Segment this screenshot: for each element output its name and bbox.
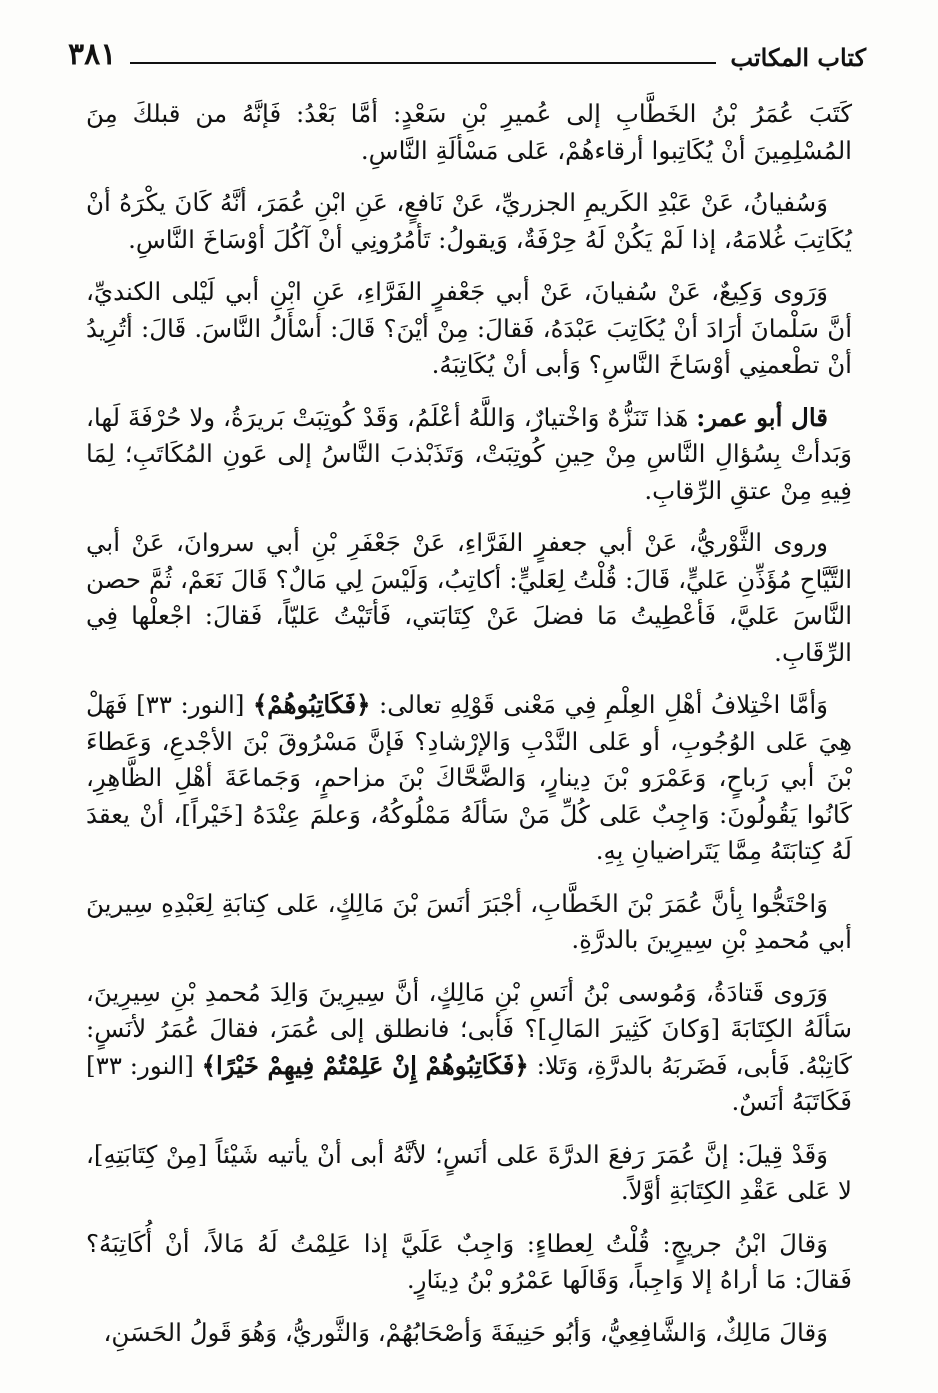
paragraph-3 [86, 274, 852, 384]
paragraph-11 [86, 1315, 852, 1352]
paragraph-text: وَأمَّا اخْتِلافُ أهْلِ العِلْمِ فِي مَعْنى قَوْلِهِ تعالى: [378, 690, 828, 719]
paragraph-4 [86, 400, 852, 510]
paragraph-text: هَذا تَنَزُّهٌ وَاخْتيارٌ، وَاللَّهُ أعْلَمُ، وَقَدْ كُوتِبَتْ بَريرَةُ، ولا حُرْفَةَ لَها، وَبَدأتْ بِسُؤالِ النَّاسِ مِنْ حِينِ كُوتِبَتْ، وَتَذَبْذبَ النَّاسُ إلى عَونِ المُكَاتَبِ؛ لِمَا فِيهِ مِنْ عتقِ الرِّقابِ. [86, 402, 852, 505]
paragraph-text: وَسُفيانُ، عَنْ عَبْدِ الكَريمِ الجزريِّ، عَنْ نَافعٍ، عَنِ ابْنِ عُمَرَ، أنَّهُ كَانَ يكْرَهُ أنْ يُكَاتِبَ غُلامَهُ، إذا لَمْ يَكُنْ لَهُ حِرْفَةٌ، وَيقولُ: تَأمُرُونِي أنْ آكُلَ أوْسَاخَ النَّاسِ. [86, 188, 852, 254]
page-number: ٣٨١ [68, 37, 117, 72]
paragraph-text: [النور: ٣٣] فَهَلْ هِيَ عَلى الوُجُوبِ، أو عَلى النَّدْبِ وَالإرْشادِ؟ فَإنَّ مَسْرُوقَ بْنَ الأجْدعِ، وَعَطاءَ بْنَ أبي رَباحٍ، وَعَمْرَو بْنَ دِينارٍ، وَالضَّحَّاكَ بْنَ مزاحمٍ، وَجَماعَةَ أهْلِ الظَّاهِرِ، كَانُوا يَقُولُونَ: وَاجِبٌ عَلى كُلِّ مَنْ سَألَهُ مَمْلُوكُهُ، وَعلمَ عِنْدَهُ [خَيْراً]، أنْ يعقدَ لَهُ كِتابَتَهُ مِمَّا يَتَراضيانِ بِهِ. [86, 690, 852, 865]
paragraph-8 [86, 975, 852, 1121]
paragraph-7 [86, 886, 852, 959]
paragraph-5 [86, 525, 852, 671]
quran-verse: ﴿فَكَاتِبُوهُمْ إِنْ عَلِمْتُمْ فِيهِمْ خَيْرًا﴾ [201, 1050, 529, 1080]
paragraph-10 [86, 1226, 852, 1299]
running-title: كتاب المكاتب [730, 43, 866, 72]
speaker-lead: قال أبو عمر: [696, 402, 829, 432]
header-rule [130, 62, 716, 64]
paragraph-text: وَقَدْ قِيلَ: إنَّ عُمَرَ رَفعَ الدرَّةَ عَلى أنَسٍ؛ لأنَّهُ أبى أنْ يأتيه شَيْئاً [مِنْ كِتَابَتِهِ]، لا عَلى عَقْدِ الكِتَابَةِ أوَّلاً. [86, 1139, 852, 1205]
paragraph-text: وَاحْتَجُّوا بِأنَّ عُمَرَ بْنَ الخَطَّابِ، أجْبَرَ أنَسَ بْنَ مَالِكٍ، عَلى كِتابَةِ لِعَبْدِهِ سِيرينَ أبي مُحمدِ بْنِ سِيرِينَ بالدرَّةِ. [86, 888, 852, 954]
page-header [68, 26, 866, 70]
paragraph-1 [86, 96, 852, 169]
paragraph-text: [النور: ٣٣] فَكَاتَبَهُ أنَسٌ. [86, 1050, 852, 1116]
body-text [86, 96, 852, 1367]
paragraph-text: كَتَبَ عُمَرُ بْنُ الخَطَّابِ إلى عُميرِ بْنِ سَعْدٍ: أمَّا بَعْدُ: فَإنَّهُ من قبلكَ مِنَ المُسْلِمِينَ أنْ يُكَاتِبوا أرقاءهُمْ، عَلى مَسْألَةِ النَّاسِ. [86, 99, 852, 165]
paragraph-6 [86, 687, 852, 870]
paragraph-text: وَقالَ مَالِكٌ، وَالشَّافِعِيُّ، وَأبُو حَنِيفَةَ وَأصْحَابُهُمْ، وَالثَّوريُّ، وَهُوَ قَولُ الحَسَنِ، [103, 1317, 828, 1347]
quran-verse: ﴿فَكَاتِبُوهُمْ﴾ [252, 690, 371, 719]
paragraph-text: وَرَوى قَتادَةُ، وَمُوسى بْنُ أنَسِ بْنِ مَالِكٍ، أنَّ سِيرِينَ وَالِدَ مُحمدِ بْنِ سِيرِينَ، سَألَهُ الكِتَابَةَ [وَكانَ كَثِيرَ المَالِ]؟ فَأبى؛ فانطلق إلى عُمَرَ، فقالَ عُمَرُ لأنَسٍ: كَاتِبْهُ. فَأبى، فَضَربَهُ بالدرَّةِ، وَتَلا: [86, 977, 852, 1080]
paragraph-2 [86, 185, 852, 258]
paragraph-text: وروى الثَّوْريُّ، عَنْ أبي جعفرٍ الفَرَّاءِ، عَنْ جَعْفَرِ بْنِ أبي سروانَ، عَنْ أبي التَّيَّاحِ مُؤَذِّنِ عَليٍّ، قَالَ: قُلْتُ لِعَليٍّ: أكاتِبُ، وَلَيْسَ لِي مَالٌ؟ قَالَ نَعَمْ، ثُمَّ حصن النَّاسَ عَليَّ، فَأعْطِيتُ مَا فضلَ عَنْ كِتَابَتي، فَأتَيْتُ عَليّاً، فَقالَ: اجْعلْها فِي الرِّقَابِ. [86, 528, 852, 667]
paragraph-text: وَرَوى وَكِيعٌ، عَنْ سُفيانَ، عَنْ أبي جَعْفرٍ الفَرَّاءِ، عَنِ ابْنِ أبي لَيْلى الكنديِّ، أنَّ سَلْمانَ أرَادَ أنْ يُكَاتِبَ عَبْدَهُ، فَقالَ: مِنْ أيْنَ؟ قَالَ: أسْأَلُ النَّاسَ. قَالَ: أتُرِيدُ أنْ تطْعمنِي أوْسَاخَ النَّاسِ؟ وَأبى أنْ يُكَاتِبَهُ. [86, 277, 852, 379]
paragraph-9 [86, 1137, 852, 1210]
paragraph-text: وَقالَ ابْنُ جريجٍ: قُلْتُ لِعطاءٍ: وَاجِبٌ عَلَيَّ إذا عَلِمْتُ لَهُ مَالاً، أنْ أُكَاتِبَهُ؟ فَقالَ: مَا أراهُ إلا وَاجِباً، وَقَالَها عَمْرُو بْنُ دِينَارٍ. [86, 1228, 852, 1294]
